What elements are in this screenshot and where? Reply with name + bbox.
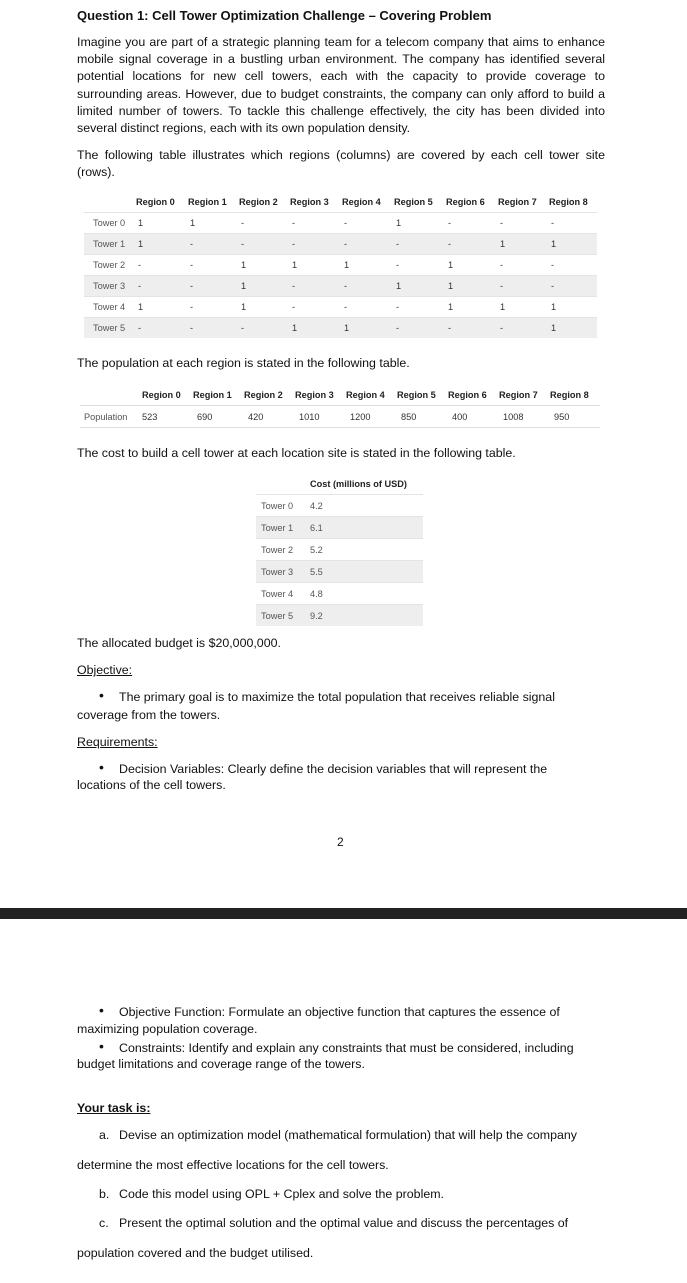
- coverage-header-cell: Region 4: [342, 196, 381, 207]
- cost-cell: 4.2: [310, 495, 423, 517]
- bullet-icon: •: [99, 1002, 104, 1018]
- cost-cell: 9.2: [310, 605, 423, 627]
- coverage-cell: 1: [290, 254, 342, 275]
- population-cell: 950: [550, 406, 600, 428]
- coverage-header-cell: Region 5: [394, 196, 433, 207]
- coverage-cell: 1: [239, 296, 290, 317]
- coverage-cell: -: [188, 254, 239, 275]
- coverage-cell: -: [342, 275, 394, 296]
- requirements-heading: Requirements:: [77, 735, 158, 749]
- coverage-cell: -: [188, 233, 239, 254]
- coverage-row: [84, 233, 597, 254]
- coverage-cell: -: [342, 233, 394, 254]
- coverage-cell: 1: [446, 296, 498, 317]
- coverage-cell: 1: [394, 275, 446, 296]
- coverage-cell: 1: [342, 317, 394, 338]
- coverage-cell: 1: [549, 233, 597, 254]
- population-header-cell: Region 4: [346, 390, 385, 400]
- coverage-cell: 1: [136, 233, 188, 254]
- population-header-row: [80, 385, 600, 406]
- population-row: [80, 406, 600, 428]
- coverage-cell: 1: [446, 275, 498, 296]
- bullet-icon: •: [99, 687, 104, 703]
- coverage-cell: 1: [239, 254, 290, 275]
- population-cell: Population: [80, 406, 142, 428]
- coverage-row-label: Tower 3: [84, 275, 136, 296]
- coverage-cell: -: [136, 254, 188, 275]
- coverage-row-label: Tower 5: [84, 317, 136, 338]
- coverage-cell: -: [498, 254, 549, 275]
- coverage-cell: -: [290, 212, 342, 233]
- population-table: [80, 385, 600, 428]
- population-header-cell: [80, 385, 142, 406]
- population-cell: 850: [397, 406, 448, 428]
- intro-paragraph: Imagine you are part of a strategic planning team for a telecom company that aims to enhance mobile signal coverage in a bustling urban environment. The company has identified several potential locations for new cell towers, each with the capacity to provide coverage to surrounding areas. However, due to budget constraints, the company can only afford to build a limited number of towers. To tackle this challenge effectively, the city has been divided into several distinct regions, each with its own population density.: [77, 35, 605, 136]
- coverage-cell: 1: [290, 317, 342, 338]
- cost-cell: 4.8: [310, 583, 423, 605]
- coverage-row: [84, 275, 597, 296]
- budget-text: The allocated budget is $20,000,000.: [77, 636, 281, 650]
- coverage-row: [84, 254, 597, 275]
- coverage-row-label: Tower 2: [84, 254, 136, 275]
- coverage-cell: 1: [239, 275, 290, 296]
- question-title: Question 1: Cell Tower Optimization Challenge – Covering Problem: [77, 8, 492, 23]
- population-cell: 523: [142, 406, 193, 428]
- coverage-header-cell: [84, 192, 136, 212]
- coverage-cell: -: [239, 233, 290, 254]
- coverage-cell: -: [136, 317, 188, 338]
- population-header-cell: Region 3: [295, 390, 334, 400]
- cost-header-cell: Cost (millions of USD): [310, 479, 407, 489]
- cost-row-label: Tower 2: [256, 539, 310, 561]
- coverage-cell: 1: [188, 212, 239, 233]
- task-heading: Your task is:: [77, 1101, 151, 1115]
- population-header-cell: Region 2: [244, 390, 283, 400]
- objective-heading: Objective:: [77, 663, 133, 677]
- coverage-header-row: [84, 192, 597, 212]
- coverage-header-cell: Region 8: [549, 196, 588, 207]
- cost-row: [256, 605, 423, 627]
- coverage-cell: 1: [342, 254, 394, 275]
- population-cell: 1200: [346, 406, 397, 428]
- population-header-cell: Region 1: [193, 390, 232, 400]
- req1-line2: locations of the cell towers.: [77, 778, 226, 792]
- cost-row: [256, 495, 423, 517]
- bullet-icon: •: [99, 1038, 104, 1054]
- coverage-cell: -: [342, 296, 394, 317]
- req2-line2: maximizing population coverage.: [77, 1022, 258, 1036]
- coverage-cell: 1: [394, 212, 446, 233]
- objective-bullet-line1: The primary goal is to maximize the total population that receives reliable signal: [119, 690, 555, 704]
- population-cell: 1008: [499, 406, 550, 428]
- cost-row: [256, 517, 423, 539]
- task-c-line1: Present the optimal solution and the optimal value and discuss the percentages of: [119, 1216, 569, 1230]
- population-intro: The population at each region is stated in the following table.: [77, 356, 410, 370]
- coverage-cell: -: [239, 212, 290, 233]
- task-a-label: a.: [99, 1128, 110, 1142]
- coverage-cell: -: [290, 233, 342, 254]
- req3-line1: Constraints: Identify and explain any constraints that must be considered, including: [119, 1041, 574, 1055]
- task-c-label: c.: [99, 1216, 109, 1230]
- population-header-cell: Region 8: [550, 390, 589, 400]
- coverage-cell: -: [394, 296, 446, 317]
- coverage-cell: -: [446, 233, 498, 254]
- task-a-line1: Devise an optimization model (mathematical formulation) that will help the company: [119, 1128, 577, 1142]
- cost-table: [256, 474, 423, 626]
- coverage-intro: The following table illustrates which regions (columns) are covered by each cell tower site (rows).: [77, 148, 605, 180]
- coverage-cell: -: [188, 275, 239, 296]
- coverage-cell: -: [549, 275, 597, 296]
- population-cell: 690: [193, 406, 244, 428]
- coverage-cell: 1: [136, 296, 188, 317]
- coverage-cell: -: [498, 212, 549, 233]
- coverage-header-cell: Region 1: [188, 196, 227, 207]
- cost-row: [256, 561, 423, 583]
- coverage-cell: -: [342, 212, 394, 233]
- coverage-cell: -: [188, 317, 239, 338]
- coverage-header-cell: Region 3: [290, 196, 329, 207]
- cost-row-label: Tower 1: [256, 517, 310, 539]
- coverage-cell: -: [498, 317, 549, 338]
- coverage-cell: 1: [498, 233, 549, 254]
- coverage-cell: 1: [549, 296, 597, 317]
- coverage-cell: -: [446, 212, 498, 233]
- cost-cell: 6.1: [310, 517, 423, 539]
- cost-intro: The cost to build a cell tower at each location site is stated in the following table.: [77, 446, 516, 460]
- coverage-cell: -: [394, 254, 446, 275]
- coverage-cell: -: [290, 296, 342, 317]
- coverage-header-cell: Region 7: [498, 196, 537, 207]
- bullet-icon: •: [99, 759, 104, 775]
- objective-bullet-line2: coverage from the towers.: [77, 708, 221, 722]
- coverage-cell: -: [549, 212, 597, 233]
- population-cell: 400: [448, 406, 499, 428]
- cost-row-label: Tower 5: [256, 605, 310, 627]
- coverage-header-cell: Region 2: [239, 196, 278, 207]
- coverage-header-cell: Region 0: [136, 196, 175, 207]
- coverage-cell: -: [549, 254, 597, 275]
- coverage-row-label: Tower 0: [84, 212, 136, 233]
- coverage-row-label: Tower 4: [84, 296, 136, 317]
- coverage-cell: -: [188, 296, 239, 317]
- coverage-cell: -: [394, 317, 446, 338]
- coverage-header-cell: Region 6: [446, 196, 485, 207]
- coverage-row: [84, 212, 597, 233]
- page-break-bar: [0, 908, 687, 919]
- coverage-cell: 1: [498, 296, 549, 317]
- cost-row-label: Tower 0: [256, 495, 310, 517]
- req2-line1: Objective Function: Formulate an objective function that captures the essence of: [119, 1005, 560, 1019]
- population-header-cell: Region 6: [448, 390, 487, 400]
- coverage-cell: 1: [549, 317, 597, 338]
- coverage-cell: -: [136, 275, 188, 296]
- population-cell: 420: [244, 406, 295, 428]
- coverage-row: [84, 317, 597, 338]
- coverage-cell: -: [239, 317, 290, 338]
- task-b-label: b.: [99, 1187, 110, 1201]
- task-a-line2: determine the most effective locations for the cell towers.: [77, 1158, 389, 1172]
- req1-line1: Decision Variables: Clearly define the decision variables that will represent the: [119, 762, 548, 776]
- coverage-cell: -: [498, 275, 549, 296]
- task-b-text: Code this model using OPL + Cplex and solve the problem.: [119, 1187, 444, 1201]
- coverage-cell: -: [290, 275, 342, 296]
- cost-cell: 5.2: [310, 539, 423, 561]
- coverage-cell: 1: [446, 254, 498, 275]
- population-header-cell: Region 5: [397, 390, 436, 400]
- coverage-cell: 1: [136, 212, 188, 233]
- population-header-cell: Region 0: [142, 390, 181, 400]
- cost-header-row: [256, 474, 423, 495]
- coverage-cell: -: [394, 233, 446, 254]
- cost-row-label: Tower 3: [256, 561, 310, 583]
- cost-row-label: Tower 4: [256, 583, 310, 605]
- cost-row: [256, 583, 423, 605]
- page-number: 2: [337, 835, 344, 849]
- coverage-cell: -: [446, 317, 498, 338]
- coverage-table: [84, 192, 597, 338]
- cost-cell: 5.5: [310, 561, 423, 583]
- population-cell: 1010: [295, 406, 346, 428]
- population-header-cell: Region 7: [499, 390, 538, 400]
- req3-line2: budget limitations and coverage range of the towers.: [77, 1057, 365, 1071]
- coverage-row-label: Tower 1: [84, 233, 136, 254]
- cost-row: [256, 539, 423, 561]
- coverage-row: [84, 296, 597, 317]
- task-c-line2: population covered and the budget utilised.: [77, 1246, 314, 1260]
